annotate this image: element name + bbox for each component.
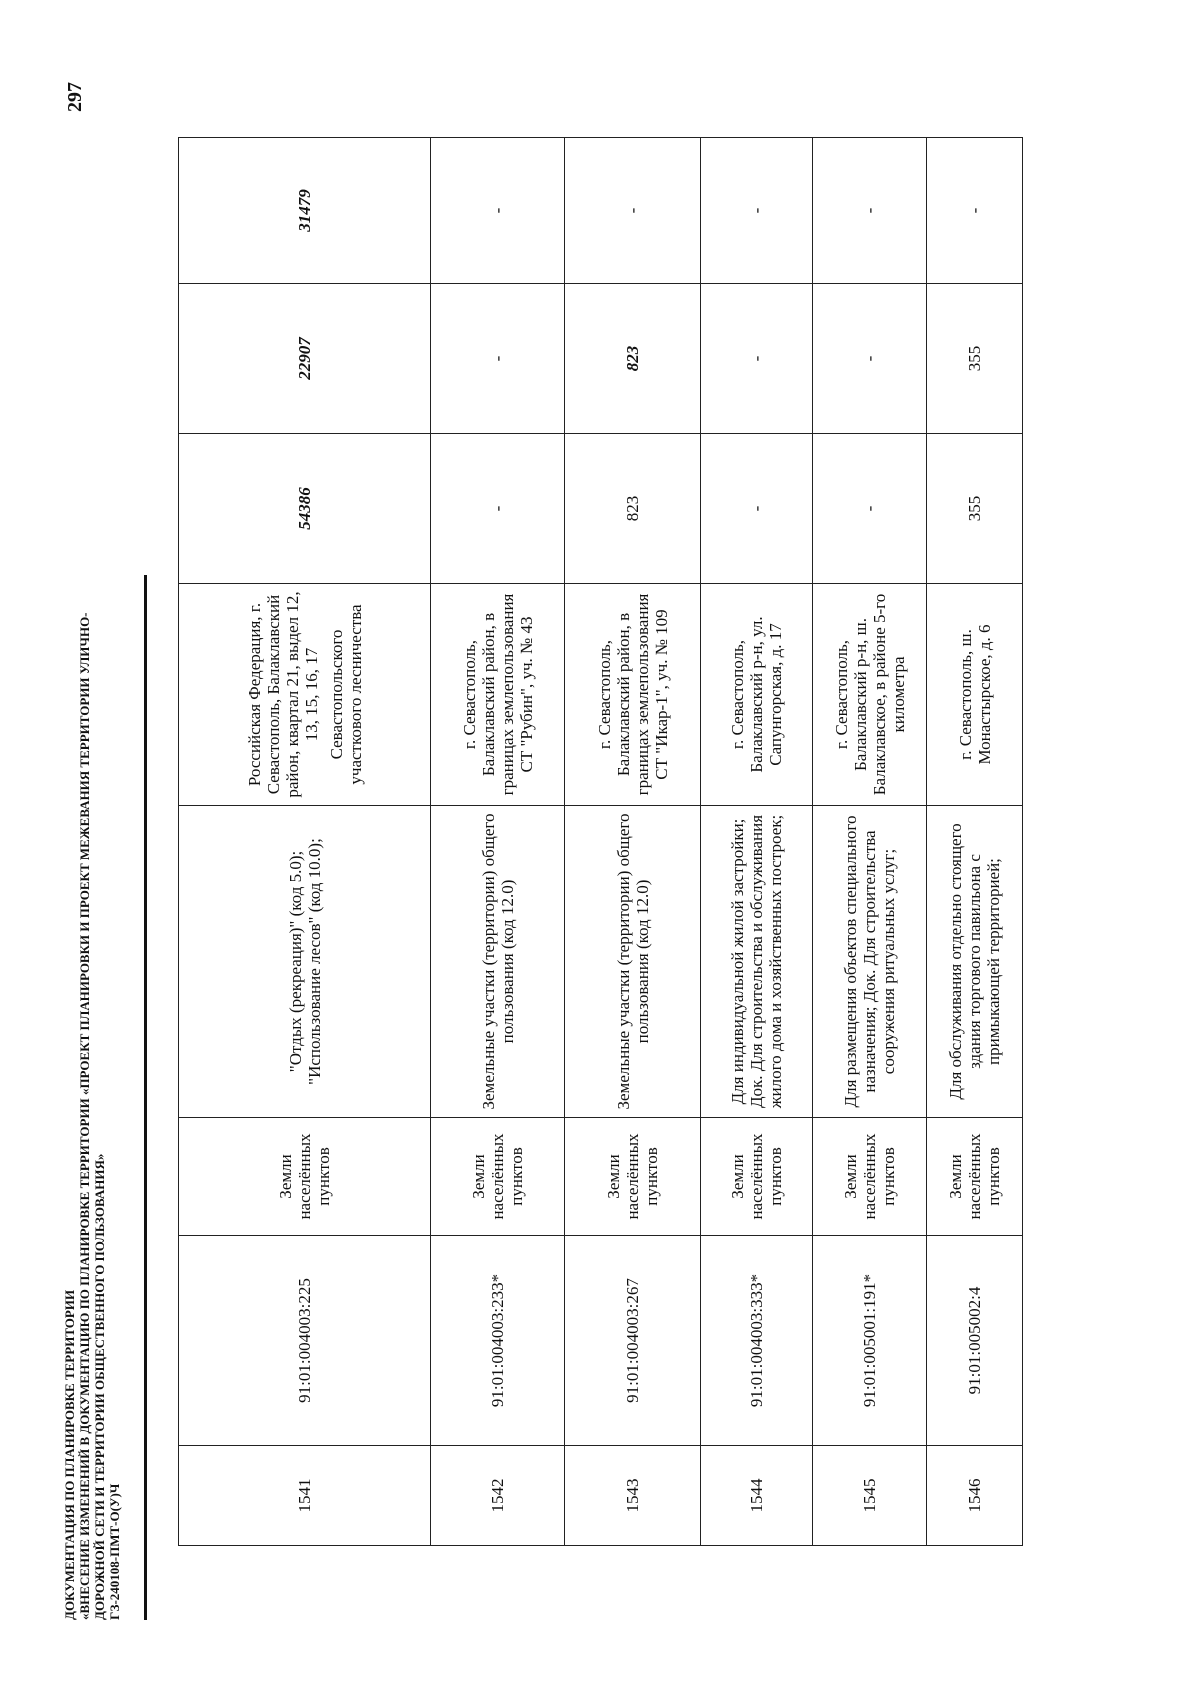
address-cell xyxy=(179,584,431,806)
cadastral-number: 91:01:005001:191* xyxy=(813,1236,927,1446)
cadastral-number: 91:01:004003:225 xyxy=(179,1236,431,1446)
area-total: 54386 xyxy=(179,434,431,584)
area-part: - xyxy=(813,284,927,434)
address: г. Севастополь, ш. Монастырское, д. 6 xyxy=(927,584,1023,806)
area-total: 823 xyxy=(565,434,701,584)
cadastral-number: 91:01:004003:267 xyxy=(565,1236,701,1446)
area-part: 823 xyxy=(565,284,701,434)
table-row xyxy=(565,138,701,1546)
cadastral-number: 91:01:004003:233* xyxy=(431,1236,565,1446)
cadastral-number: 91:01:004003:333* xyxy=(701,1236,813,1446)
header-line-2: «ВНЕСЕНИЕ ИЗМЕНЕНИЙ В ДОКУМЕНТАЦИЮ ПО ПЛАНИРОВКЕ ТЕРРИТОРИИ «ПРОЕКТ ПЛАНИРОВКИ И ПРОЕКТ МЕЖЕВАНИЯ ТЕРРИТОРИИ УЛИЧНО- xyxy=(77,612,92,1620)
area-part: - xyxy=(431,284,565,434)
area-remaining: - xyxy=(813,138,927,284)
row-number: 1545 xyxy=(813,1446,927,1546)
cadastral-number: 91:01:005002:4 xyxy=(927,1236,1023,1446)
permitted-use: Для размещения объектов специального назначения; Док. Для строительства сооружения ритуальных услуг; xyxy=(813,806,927,1118)
area-remaining: - xyxy=(927,138,1023,284)
table-row xyxy=(179,138,431,1546)
area-remaining: - xyxy=(431,138,565,284)
area-part: 355 xyxy=(927,284,1023,434)
land-category: Земли населённых пунктов xyxy=(813,1118,927,1236)
land-category: Земли населённых пунктов xyxy=(565,1118,701,1236)
row-number: 1543 xyxy=(565,1446,701,1546)
document-header xyxy=(62,520,122,1620)
address: г. Севастополь, Балаклавский район, в границах землепользования СТ "Рубин", уч. № 43 xyxy=(431,584,565,806)
area-total: - xyxy=(813,434,927,584)
land-category: Земли населённых пунктов xyxy=(927,1118,1023,1236)
permitted-use: Земельные участки (территории) общего пользования (код 12.0) xyxy=(565,806,701,1118)
land-category: Земли населённых пунктов xyxy=(431,1118,565,1236)
permitted-use: "Отдых (рекреация)" (код 5.0); "Использование лесов" (код 10.0); xyxy=(179,806,431,1118)
table-row xyxy=(431,138,565,1546)
page-number: 297 xyxy=(64,82,86,112)
parcels-table xyxy=(178,137,1023,1546)
header-line-4: ГЗ-240108-ПМТ-О(У)Ч xyxy=(107,1483,122,1620)
table-row xyxy=(701,138,813,1546)
area-remaining: 31479 xyxy=(179,138,431,284)
area-part: 22907 xyxy=(179,284,431,434)
permitted-use: Для обслуживания отдельно стоящего здания торгового павильона с примыкающей территорией; xyxy=(927,806,1023,1118)
land-category: Земли населённых пунктов xyxy=(179,1118,431,1236)
address: г. Севастополь, Балаклавский р-н, ш. Балаклавское, в районе 5-го километра xyxy=(813,584,927,806)
area-remaining: - xyxy=(701,138,813,284)
land-category: Земли населённых пунктов xyxy=(701,1118,813,1236)
header-line-3: ДОРОЖНОЙ СЕТИ И ТЕРРИТОРИИ ОБЩЕСТВЕННОГО ПОЛЬЗОВАНИЯ» xyxy=(92,1153,107,1620)
permitted-use: Земельные участки (территории) общего пользования (код 12.0) xyxy=(431,806,565,1118)
table-row xyxy=(927,138,1023,1546)
address: г. Севастополь, Балаклавский р-н, ул. Сапунгорская, д. 17 xyxy=(701,584,813,806)
address-extra: Севастопольского участкового лесничества xyxy=(326,604,365,785)
address: г. Севастополь, Балаклавский район, в границах землепользования СТ "Икар-1", уч. № 109 xyxy=(565,584,701,806)
row-number: 1541 xyxy=(179,1446,431,1546)
header-divider xyxy=(144,575,147,1620)
table-row xyxy=(813,138,927,1546)
header-line-1: ДОКУМЕНТАЦИЯ ПО ПЛАНИРОВКЕ ТЕРРИТОРИИ xyxy=(62,1289,77,1620)
permitted-use: Для индивидуальной жилой застройки; Док. Для строительства и обслуживания жилого дома и хозяйственных построек; xyxy=(701,806,813,1118)
row-number: 1542 xyxy=(431,1446,565,1546)
row-number: 1544 xyxy=(701,1446,813,1546)
area-part: - xyxy=(701,284,813,434)
area-remaining: - xyxy=(565,138,701,284)
area-total: - xyxy=(701,434,813,584)
address: Российская Федерация, г. Севастополь, Балаклавский район, квартал 21, выдел 12, 13, 15, 16, 17 xyxy=(244,591,321,798)
area-total: - xyxy=(431,434,565,584)
row-number: 1546 xyxy=(927,1446,1023,1546)
area-total: 355 xyxy=(927,434,1023,584)
